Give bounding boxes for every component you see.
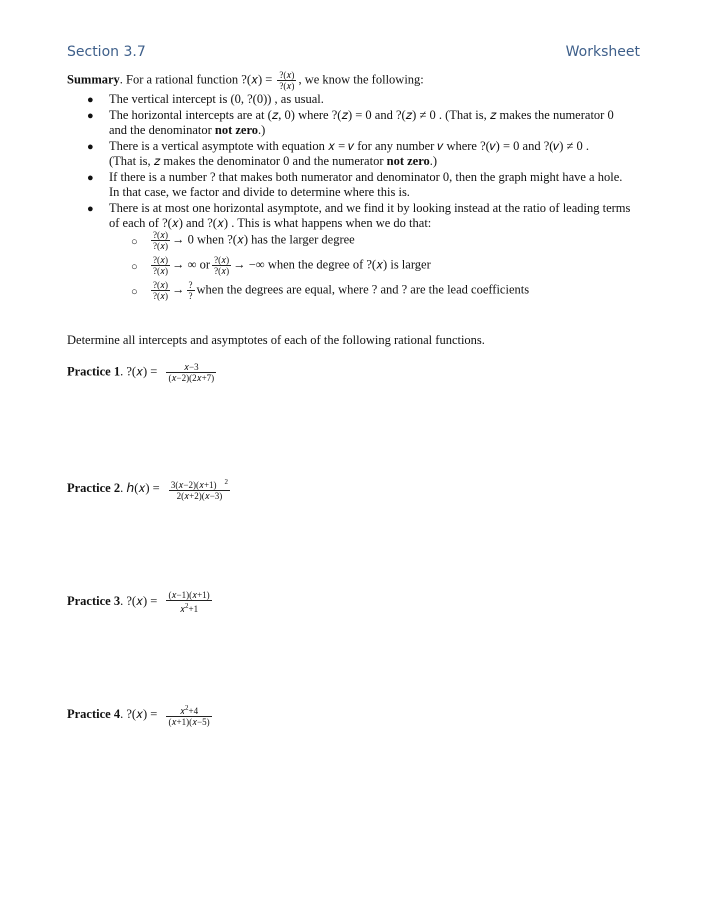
summary-heading: Summary bbox=[67, 72, 120, 87]
summary-text-a: . For a rational function ?(𝑥) = bbox=[119, 72, 276, 87]
bullet-vertical-asymptote-cont: (That is, 𝑧 makes the denominator 0 and the numerator not zero.) bbox=[109, 154, 438, 168]
bullet-hole: If there is a number ? that makes both numerator and denominator 0, then the graph might have a hole. bbox=[109, 170, 623, 184]
summary-text-b: , we know the following: bbox=[298, 72, 424, 87]
bullet-horizontal-intercepts: The horizontal intercepts are at (𝑧, 0) where ?(𝑧) = 0 and ?(𝑧) ≠ 0 . (That is, 𝑧 makes the numerator 0 bbox=[109, 108, 614, 122]
bullet-marker: ● bbox=[87, 110, 94, 122]
bullet-marker: ● bbox=[87, 94, 94, 106]
practice-label: Practice 3 bbox=[67, 593, 121, 608]
sub-bullet-marker: ○ bbox=[131, 286, 138, 298]
bullet-marker: ● bbox=[87, 172, 94, 184]
sub-bullet-denominator-larger: $\frac{\text{?(𝑥)}}{\text{?(𝑥)}}$ → 0 when ?(𝑥) has the larger degree bbox=[153, 230, 355, 251]
bullet-marker: ● bbox=[87, 203, 94, 215]
practice-fraction: $\frac{\text{(𝑥−1)(𝑥+1)}}{𝑥^2+1}$ bbox=[168, 590, 210, 614]
section-label: Section 3.7 bbox=[67, 44, 146, 60]
bullet-vertical-intercept: The vertical intercept is (0, ?(0)) , as usual. bbox=[109, 92, 324, 106]
worksheet-title: Worksheet bbox=[565, 44, 640, 60]
practice-2: Practice 2. ℎ(𝑥) = $\frac{3(𝑥-2)(𝑥+1) ^2}{\text{2(𝑥+2)(𝑥−3)}}$ bbox=[67, 478, 229, 501]
practice-label: Practice 4 bbox=[67, 706, 121, 721]
sub-bullet-marker: ○ bbox=[131, 261, 138, 273]
practice-fraction: $\frac{𝑥^2+4}{\text{(𝑥+1)(𝑥−5)}}$ bbox=[168, 704, 210, 727]
instruction-text: Determine all intercepts and asymptotes of each of the following rational functions. bbox=[67, 333, 485, 347]
practice-label: Practice 1 bbox=[67, 364, 121, 379]
practice-fraction: $\frac{\text{𝑥−3}}{\text{(𝑥−2)(2𝑥+7)}}$ bbox=[168, 362, 215, 383]
practice-3: Practice 3. ?(𝑥) = $\frac{\text{(𝑥−1)(𝑥+1)}}{𝑥^2+1}$ bbox=[67, 590, 210, 614]
bullet-marker: ● bbox=[87, 141, 94, 153]
bullet-horizontal-asymptote-cont: of each of ?(𝑥) and ?(𝑥) . This is what happens when we do that: bbox=[109, 216, 432, 230]
practice-1: Practice 1. ?(𝑥) = $\frac{\text{𝑥−3}}{\text{(𝑥−2)(2𝑥+7)}}$ bbox=[67, 362, 215, 383]
sub-bullet-marker: ○ bbox=[131, 236, 138, 248]
practice-4: Practice 4. ?(𝑥) = $\frac{𝑥^2+4}{\text{(𝑥+1)(𝑥−5)}}$ bbox=[67, 704, 210, 727]
sub-bullet-numerator-larger: $\frac{\text{?(𝑥)}}{\text{?(𝑥)}}$ → ∞ or $\frac{\text{?(𝑥)}}{\text{?(𝑥)}}$ → −∞ when the degree of ?(𝑥) is larger bbox=[153, 255, 431, 276]
summary-fraction: $\frac{\text{?(𝑥)}}{\text{?(𝑥)}}$ bbox=[279, 70, 295, 91]
sub-bullet-degrees-equal: $\frac{\text{?(𝑥)}}{\text{?(𝑥)}}$ → $\frac{?}{?}$ when the degrees are equal, where ? and ? are the lead coefficients bbox=[153, 280, 530, 301]
practice-label: Practice 2 bbox=[67, 480, 121, 495]
bullet-horizontal-asymptote: There is at most one horizontal asymptote, and we find it by looking instead at the ratio of leading terms bbox=[109, 201, 631, 215]
bullet-horizontal-intercepts-cont: and the denominator not zero.) bbox=[109, 123, 266, 137]
summary-line bbox=[67, 70, 424, 91]
bullet-vertical-asymptote: There is a vertical asymptote with equation 𝑥 = 𝑣 for any number 𝑣 where ?(𝑣) = 0 and ?(𝑣) ≠ 0 . bbox=[109, 139, 590, 153]
practice-fraction: $\frac{3(𝑥-2)(𝑥+1) ^2}{\text{2(𝑥+2)(𝑥−3)}}$ bbox=[170, 478, 229, 501]
bullet-hole-cont: In that case, we factor and divide to determine where this is. bbox=[109, 185, 410, 199]
